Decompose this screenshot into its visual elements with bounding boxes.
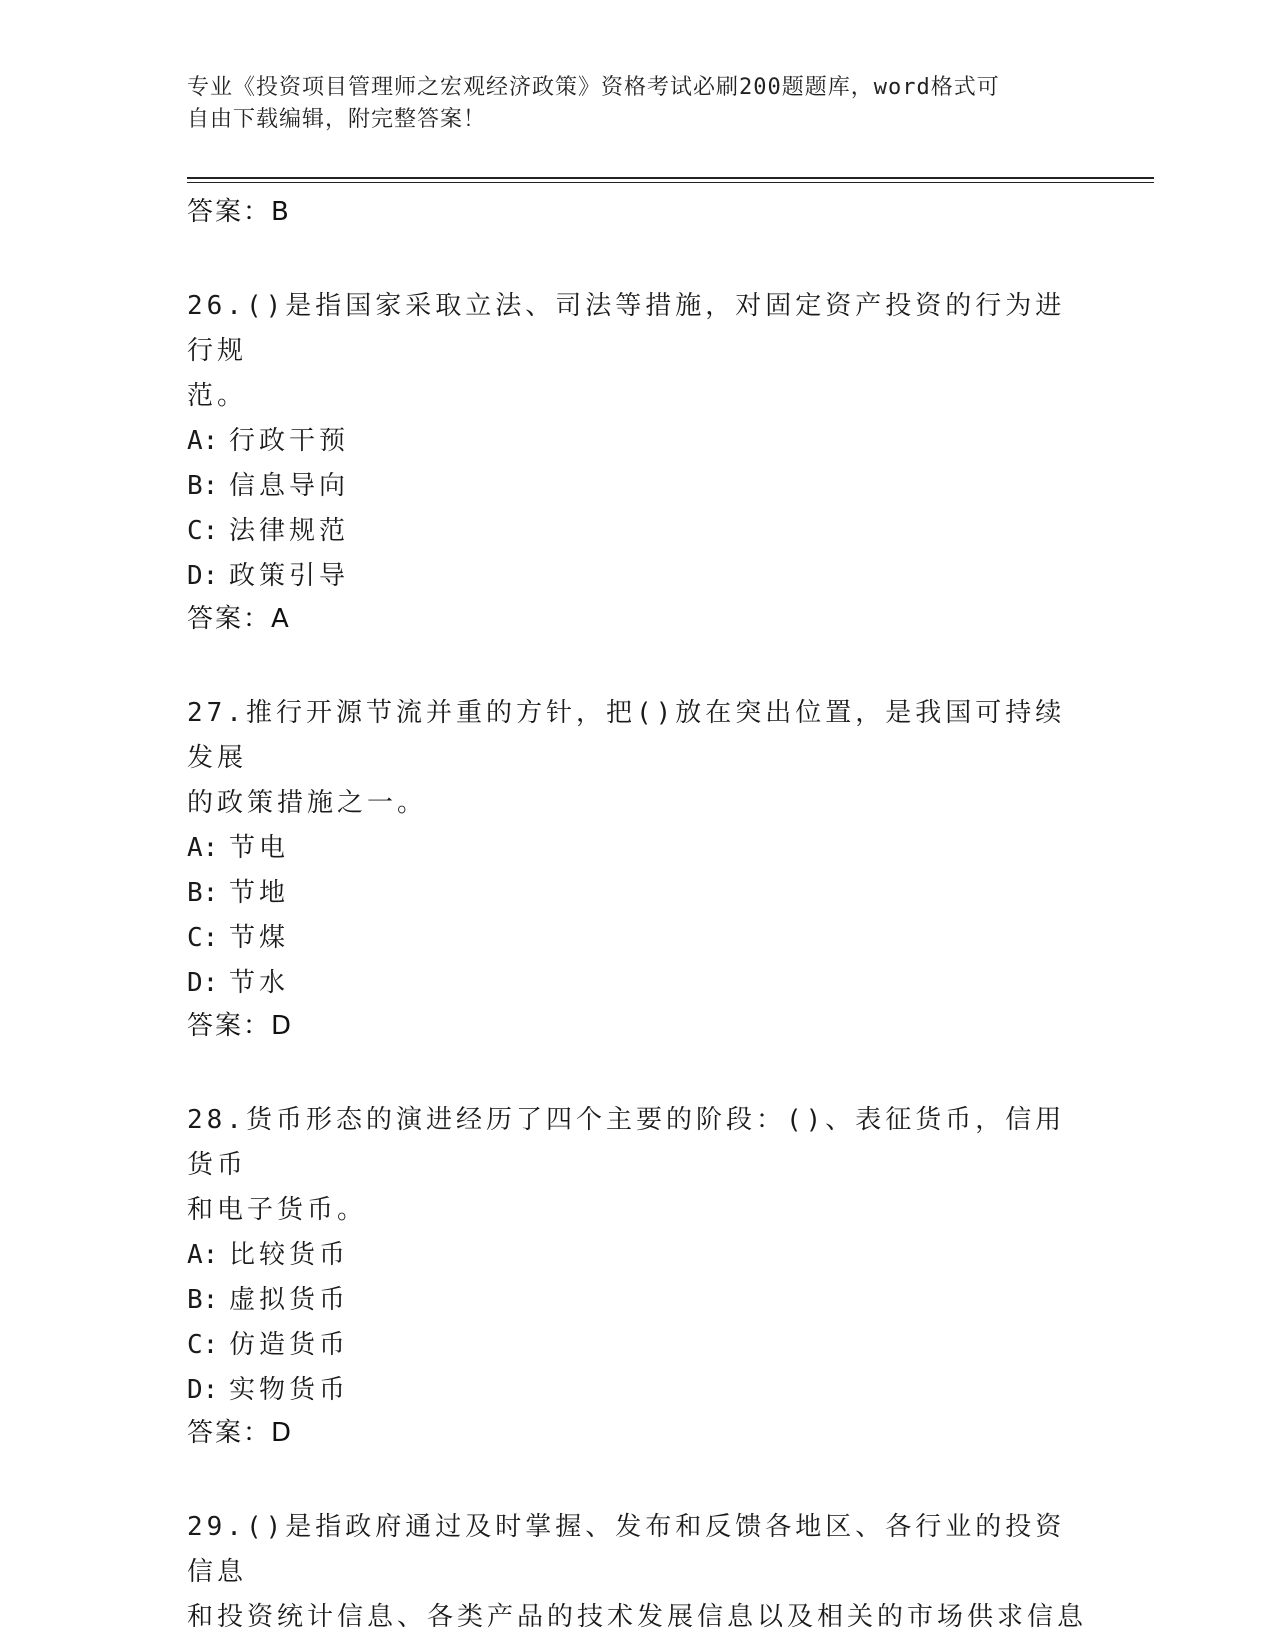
header-divider-thin xyxy=(187,182,1154,183)
option-key: B: xyxy=(187,1285,219,1315)
question-text-line-1: 28.货币形态的演进经历了四个主要的阶段：()、表征货币，信用货币 xyxy=(187,1105,1066,1180)
option-c xyxy=(187,1323,1087,1368)
option-a xyxy=(187,419,1087,464)
option-text: 行政干预 xyxy=(229,426,350,456)
option-b xyxy=(187,464,1087,509)
option-c xyxy=(187,509,1087,554)
header-line-2: 自由下载编辑，附完整答案！ xyxy=(187,107,487,132)
question-list xyxy=(187,192,1087,1640)
option-text: 节水 xyxy=(229,968,290,998)
option-key: A: xyxy=(187,1240,219,1270)
previous-answer: 答案：B xyxy=(187,197,291,227)
question-answer: 答案：A xyxy=(187,604,291,634)
question-answer: 答案：D xyxy=(187,1418,294,1448)
option-text: 节地 xyxy=(229,878,290,908)
question-text-line-2: 和投资统计信息、各类产品的技术发展信息以及相关的市场供求信息 xyxy=(187,1602,1088,1632)
option-text: 信息导向 xyxy=(229,471,350,501)
question-28 xyxy=(187,1098,1087,1453)
question-27 xyxy=(187,691,1087,1046)
option-key: D: xyxy=(187,1375,219,1405)
option-text: 虚拟货币 xyxy=(229,1285,350,1315)
option-key: C: xyxy=(187,1330,219,1360)
option-text: 法律规范 xyxy=(229,516,350,546)
option-b xyxy=(187,871,1087,916)
option-text: 实物货币 xyxy=(229,1375,350,1405)
option-c xyxy=(187,916,1087,961)
question-text-line-2: 范。 xyxy=(187,381,248,411)
option-text: 节煤 xyxy=(229,923,290,953)
question-text-line-1: 29.()是指政府通过及时掌握、发布和反馈各地区、各行业的投资信息 xyxy=(187,1512,1066,1587)
option-key: D: xyxy=(187,968,219,998)
option-a xyxy=(187,826,1087,871)
question-text-line-2: 的政策措施之一。 xyxy=(187,788,428,818)
option-d xyxy=(187,961,1087,1006)
question-answer: 答案：D xyxy=(187,1011,294,1041)
question-text-line-1: 27.推行开源节流并重的方针，把()放在突出位置，是我国可持续发展 xyxy=(187,698,1066,773)
option-key: A: xyxy=(187,426,219,456)
header-line-1: 专业《投资项目管理师之宏观经济政策》资格考试必刷200题题库，word格式可 xyxy=(187,75,1000,100)
option-key: A: xyxy=(187,833,219,863)
question-29 xyxy=(187,1505,1087,1640)
option-text: 仿造货币 xyxy=(229,1330,350,1360)
question-text-line-1: 26.()是指国家采取立法、司法等措施，对固定资产投资的行为进行规 xyxy=(187,291,1066,366)
option-a xyxy=(187,1233,1087,1278)
option-d xyxy=(187,1368,1087,1413)
option-key: D: xyxy=(187,561,219,591)
option-d xyxy=(187,554,1087,599)
option-b xyxy=(187,1278,1087,1323)
option-text: 政策引导 xyxy=(229,561,350,591)
option-text: 节电 xyxy=(229,833,290,863)
option-key: C: xyxy=(187,923,219,953)
option-key: B: xyxy=(187,878,219,908)
option-text: 比较货币 xyxy=(229,1240,350,1270)
page-header xyxy=(187,72,1087,136)
header-divider-thick xyxy=(187,177,1154,179)
question-26 xyxy=(187,284,1087,639)
question-text-line-2: 和电子货币。 xyxy=(187,1195,368,1225)
option-key: B: xyxy=(187,471,219,501)
option-key: C: xyxy=(187,516,219,546)
